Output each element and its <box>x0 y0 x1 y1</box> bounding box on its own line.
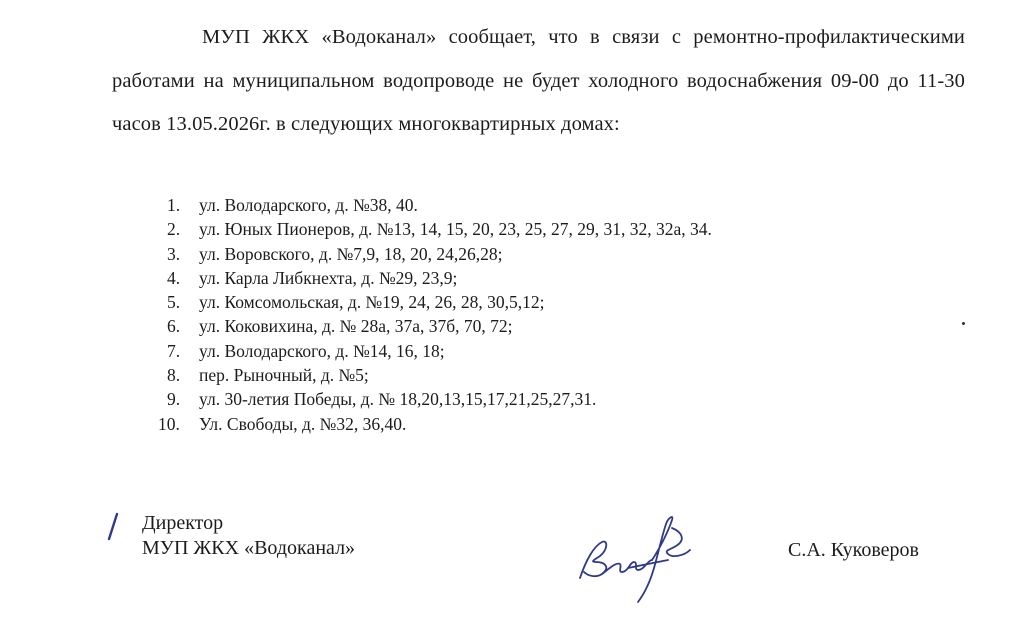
list-item-number: 10. <box>158 413 180 434</box>
notice-intro: МУП ЖКХ «Водоканал» сообщает, что в связи с ремонтно-профилактическими работами на муниципальном водопроводе не будет холодного водоснабжения 09-00 до 11-30 часов 13.05.2026г. в следующих многоквартирных домах: <box>112 26 965 135</box>
list-item-text: ул. Володарского, д. №14, 16, 18; <box>199 340 445 361</box>
list-item-text: ул. Воровского, д. №7,9, 18, 20, 24,26,28; <box>199 243 503 264</box>
list-item-text: ул. Володарского, д. №38, 40. <box>199 195 418 215</box>
list-item <box>167 242 712 266</box>
pen-mark <box>106 512 120 542</box>
list-item <box>167 266 712 290</box>
list-item <box>167 217 712 241</box>
list-item-number: 1. <box>167 195 181 215</box>
list-item-text: ул. Коковихина, д. № 28а, 37а, 37б, 70, 72; <box>199 316 513 337</box>
list-item-number: 2. <box>167 219 181 240</box>
list-item <box>158 412 712 436</box>
list-item <box>167 290 712 314</box>
director-organization: МУП ЖКХ «Водоканал» <box>142 537 356 559</box>
handwritten-signature <box>572 510 702 605</box>
list-item <box>167 387 712 411</box>
list-item-text: ул. Юных Пионеров, д. №13, 14, 15, 20, 23, 25, 27, 29, 31, 32, 32а, 34. <box>199 219 712 240</box>
list-item-text: ул. Комсомольская, д. №19, 24, 26, 28, 30,5,12; <box>199 292 545 313</box>
director-block <box>142 511 355 561</box>
signer-name: С.А. Куковеров <box>788 539 919 561</box>
list-item <box>167 339 712 363</box>
list-item <box>167 363 712 387</box>
address-list <box>158 193 712 436</box>
list-item-text: ул. Карла Либкнехта, д. №29, 23,9; <box>199 267 458 288</box>
director-position: Директор <box>142 512 224 534</box>
ink-dot <box>962 322 965 325</box>
list-item-text: ул. 30-летия Победы, д. № 18,20,13,15,17,21,25,27,31. <box>199 389 597 410</box>
list-item-number: 4. <box>167 267 181 288</box>
list-item-number: 6. <box>167 316 181 337</box>
list-item-number: 8. <box>167 365 181 386</box>
list-item-number: 3. <box>167 243 181 264</box>
list-item <box>167 314 712 338</box>
list-item-number: 7. <box>167 340 181 361</box>
list-item-number: 5. <box>167 292 181 313</box>
list-item-text: Ул. Свободы, д. №32, 36,40. <box>199 413 407 434</box>
list-item-text: пер. Рыночный, д. №5; <box>199 365 369 386</box>
list-item-number: 9. <box>167 389 181 410</box>
list-item <box>167 193 712 217</box>
